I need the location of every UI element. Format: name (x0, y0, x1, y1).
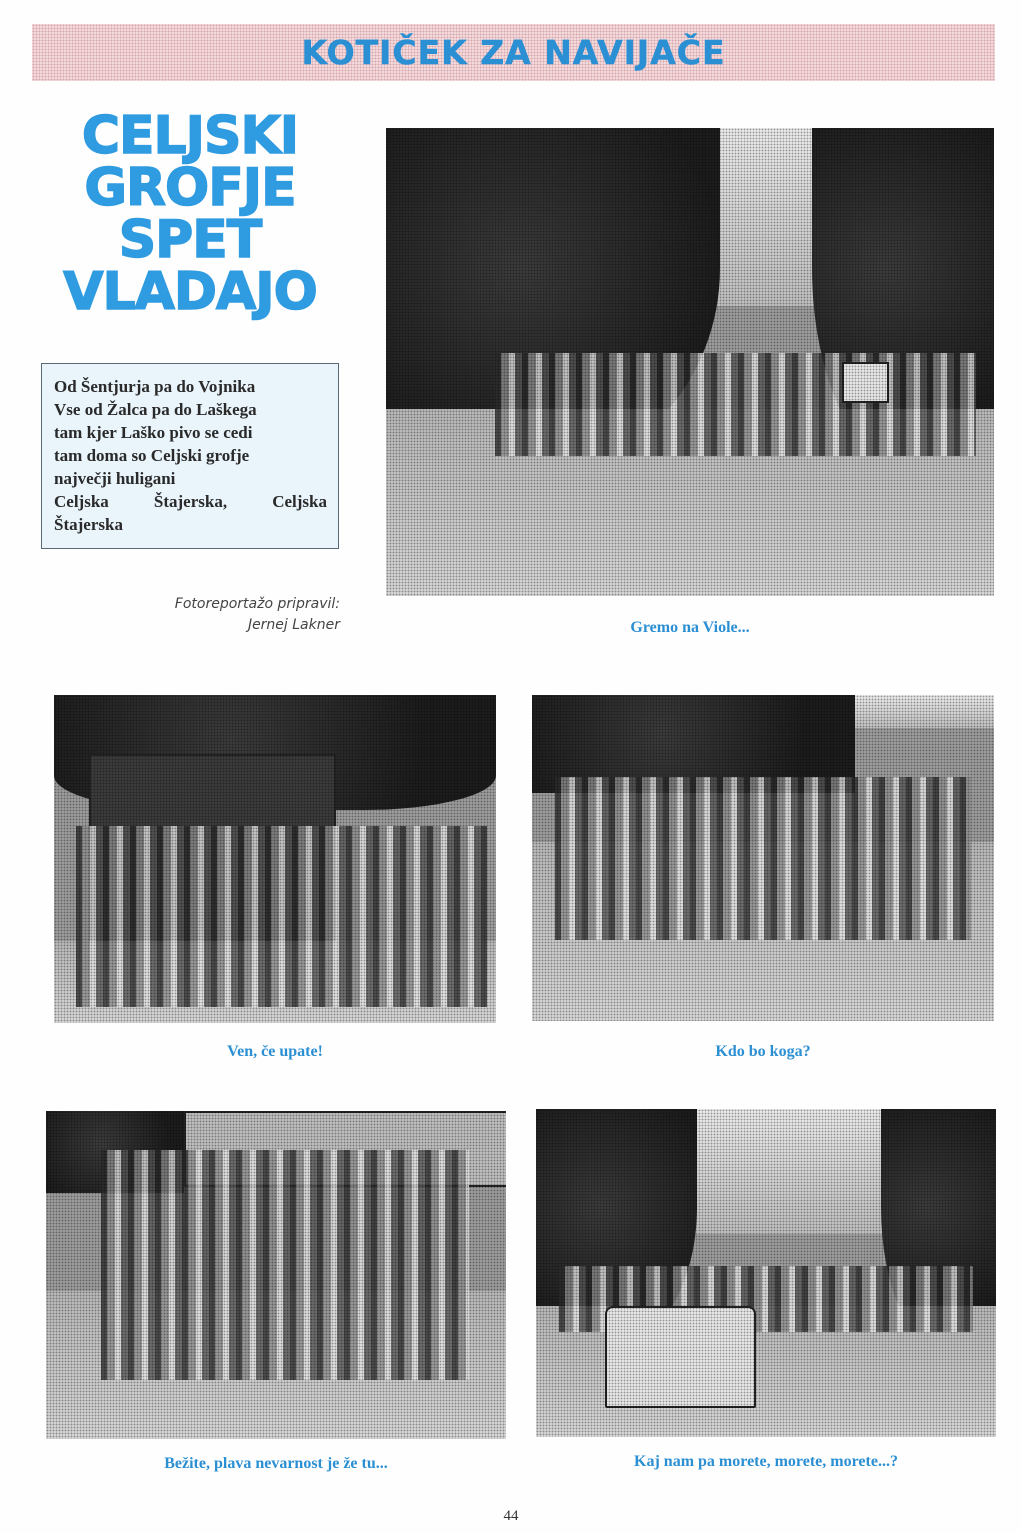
lyrics-line: največji huligani (54, 469, 176, 488)
article-headline (40, 106, 340, 322)
lyrics-line: Vse od Žalca pa do Laškega (54, 400, 257, 419)
photo-caption: Ven, če upate! (227, 1043, 323, 1060)
chant-lyrics-box (41, 363, 339, 549)
photo-scuffle (46, 1111, 506, 1439)
credit-label: Fotoreportažo pripravil: (174, 596, 340, 612)
lyrics-line: Od Šentjurja pa do Vojnika (54, 377, 256, 396)
photo-police-car (536, 1109, 996, 1437)
photo-credit (175, 594, 340, 636)
photo-caption: Gremo na Viole... (630, 619, 750, 636)
photo-caption: Bežite, plava nevarnost je že tu... (164, 1455, 388, 1472)
lyrics-line: tam doma so Celjski grofje (54, 446, 250, 465)
headline-line: VLADAJO (63, 262, 317, 322)
photo-confrontation (532, 695, 994, 1021)
photo-caption: Kdo bo koga? (715, 1043, 811, 1060)
section-banner (32, 24, 995, 81)
headline-line: SPET (118, 210, 262, 270)
lyrics-line: Štajerska (54, 515, 123, 534)
photo-bus-crowd (54, 695, 496, 1023)
lyrics-line-justified (54, 490, 327, 513)
page-number: 44 (503, 1508, 519, 1524)
lyrics-word: Celjska (272, 492, 327, 511)
headline-line: CELJSKI (81, 106, 299, 166)
section-title: KOTIČEK ZA NAVIJAČE (301, 33, 726, 72)
photo-street-march (386, 128, 994, 596)
lyrics-word: Štajerska, (153, 492, 228, 511)
credit-author: Jernej Lakner (247, 617, 340, 633)
lyrics-line: tam kjer Laško pivo se cedi (54, 423, 253, 442)
lyrics-word: Celjska (54, 492, 109, 511)
photo-caption: Kaj nam pa morete, morete, morete...? (634, 1453, 898, 1470)
headline-line: GROFJE (84, 158, 296, 218)
